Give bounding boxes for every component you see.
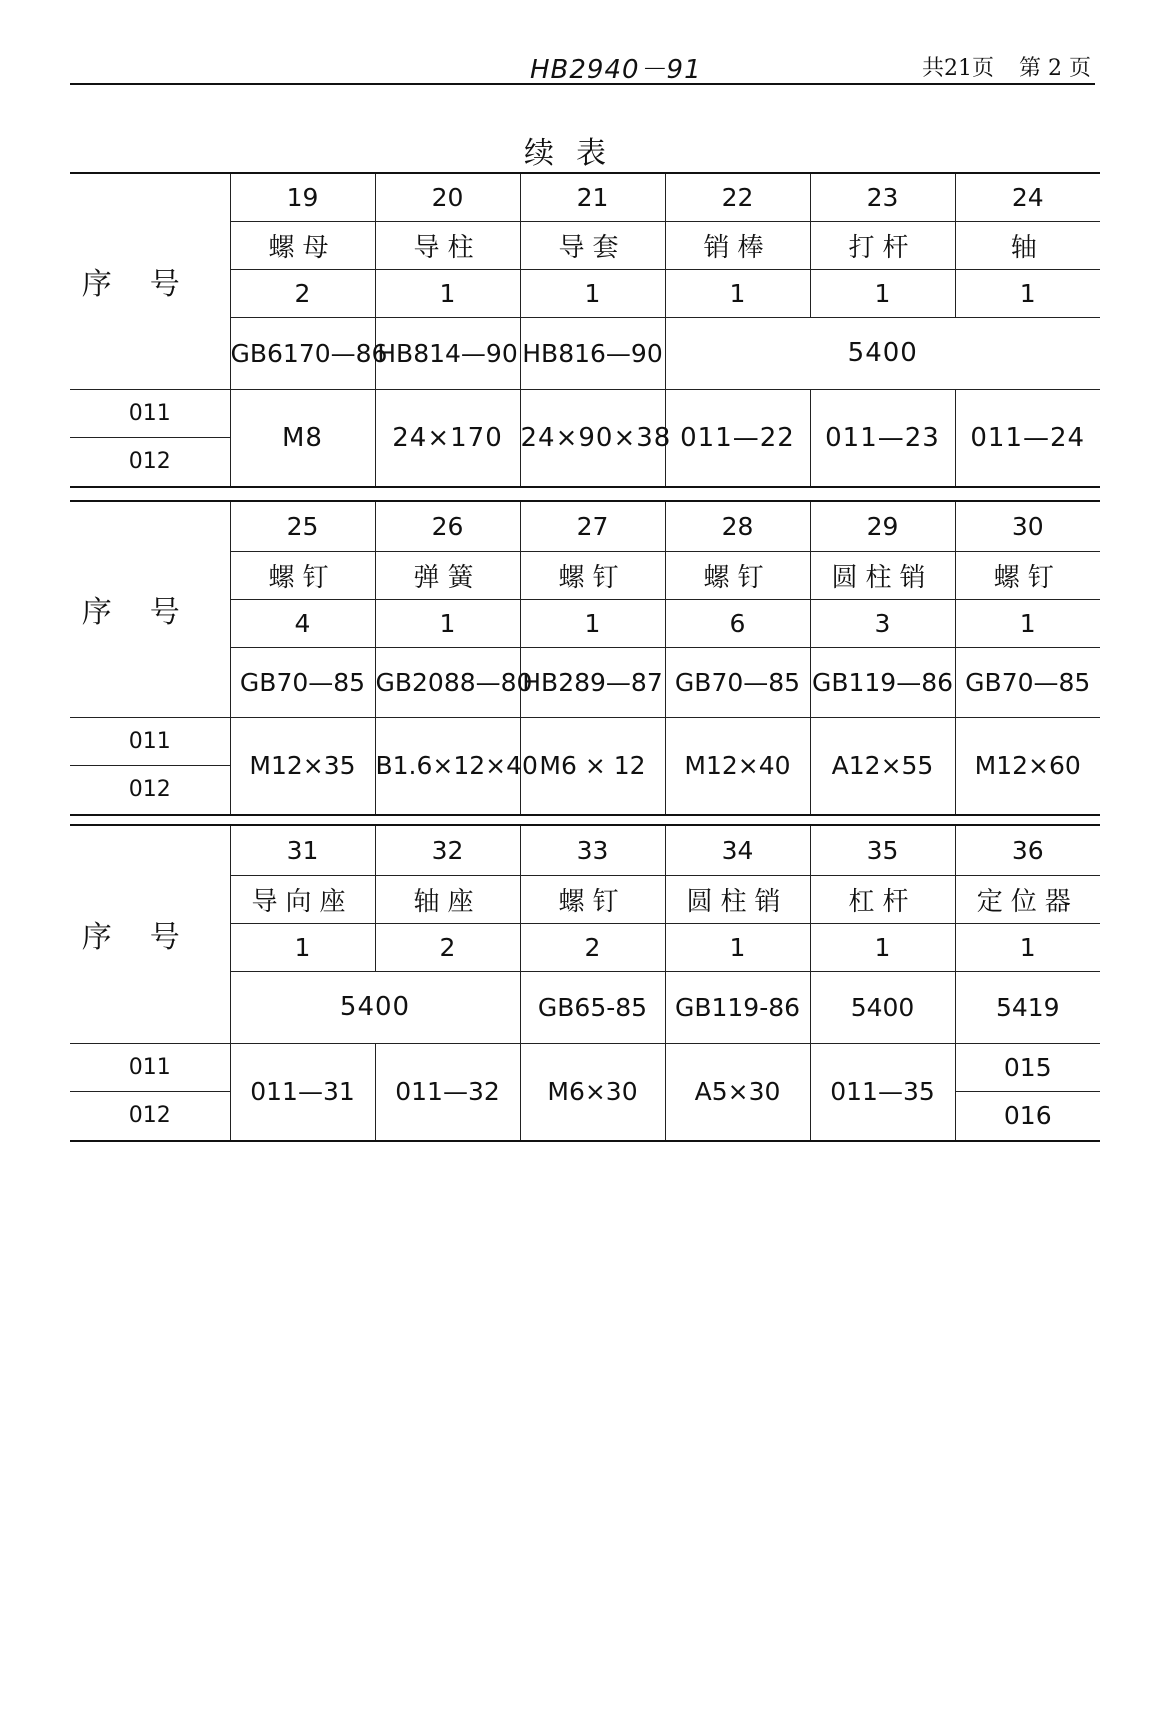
item-name: 轴 [955,221,1100,269]
item-standard-merged: 5400 [230,971,520,1043]
item-spec: A5×30 [665,1043,810,1141]
table-subtitle: 续表 [524,136,628,171]
item-qty: 1 [375,599,520,647]
item-number: 33 [520,825,665,875]
item-number: 29 [810,501,955,551]
item-number: 23 [810,173,955,221]
item-standard: GB2088—80 [375,647,520,717]
code-label-012: 012 [128,1103,171,1129]
item-name: 螺钉 [665,551,810,599]
total-pages: 共21页 [922,56,995,81]
item-spec-lower: 016 [1003,1101,1052,1131]
item-qty: 1 [520,269,665,317]
item-standard: HB289—87 [520,647,665,717]
item-number: 32 [375,825,520,875]
item-qty: 6 [665,599,810,647]
item-name: 轴座 [375,875,520,923]
item-qty: 2 [375,923,520,971]
item-name: 螺钉 [520,551,665,599]
item-qty: 1 [955,599,1100,647]
page-number: 第 2 页 [1019,56,1091,81]
item-name: 圆柱销 [665,875,810,923]
item-name: 导向座 [230,875,375,923]
row-label: 序号 [70,501,230,717]
item-qty: 1 [955,923,1100,971]
item-standard: GB65-85 [520,971,665,1043]
item-name: 杠杆 [810,875,955,923]
item-name: 定位器 [955,875,1100,923]
item-qty: 4 [230,599,375,647]
item-spec: B1.6×12×40 [375,717,520,815]
item-standard-merged: 5400 [665,317,1100,389]
item-name: 导套 [520,221,665,269]
item-number: 31 [230,825,375,875]
item-qty: 1 [375,269,520,317]
item-standard: 5419 [955,971,1100,1043]
item-number: 36 [955,825,1100,875]
row-label: 序号 [70,825,230,1043]
item-spec: 011—23 [810,389,955,487]
item-spec: M8 [230,389,375,487]
item-spec: M12×40 [665,717,810,815]
item-spec: M12×35 [230,717,375,815]
parts-table-block-1 [70,172,1100,488]
item-spec: 011—35 [810,1043,955,1141]
item-number: 34 [665,825,810,875]
item-standard: HB816—90 [520,317,665,389]
item-standard: GB119-86 [665,971,810,1043]
item-standard: GB70—85 [665,647,810,717]
item-spec: 011—31 [230,1043,375,1141]
item-standard: GB70—85 [230,647,375,717]
item-spec: M12×60 [955,717,1100,815]
code-label-011: 011 [70,718,230,767]
item-qty: 2 [230,269,375,317]
item-qty: 1 [665,923,810,971]
page-header [70,45,1095,85]
item-spec-split [955,1043,1100,1141]
item-name: 弹簧 [375,551,520,599]
item-number: 25 [230,501,375,551]
item-name: 螺母 [230,221,375,269]
item-qty: 1 [520,599,665,647]
item-standard: 5400 [810,971,955,1043]
code-label-012: 012 [128,449,171,475]
code-labels [70,389,230,487]
page-info [904,51,1091,82]
item-number: 28 [665,501,810,551]
item-spec: 24×90×38 [520,389,665,487]
code-label-011: 011 [70,390,230,439]
item-name: 销棒 [665,221,810,269]
item-number: 22 [665,173,810,221]
parts-table-block-2 [70,500,1100,816]
item-name: 螺钉 [520,875,665,923]
item-spec: 011—32 [375,1043,520,1141]
item-spec: A12×55 [810,717,955,815]
item-number: 19 [230,173,375,221]
parts-table-block-3 [70,824,1100,1142]
item-number: 30 [955,501,1100,551]
item-qty: 2 [520,923,665,971]
item-spec-upper: 015 [956,1044,1101,1093]
item-standard: HB814—90 [375,317,520,389]
item-spec: M6 × 12 [520,717,665,815]
item-standard: GB70—85 [955,647,1100,717]
code-label-011: 011 [70,1044,230,1093]
item-qty: 1 [810,923,955,971]
item-standard: GB119—86 [810,647,955,717]
item-name: 导柱 [375,221,520,269]
item-spec: M6×30 [520,1043,665,1141]
item-qty: 3 [810,599,955,647]
item-spec: 24×170 [375,389,520,487]
item-name: 打杆 [810,221,955,269]
item-spec: 011—22 [665,389,810,487]
item-name: 圆柱销 [810,551,955,599]
item-qty: 1 [230,923,375,971]
row-label: 序号 [70,173,230,389]
code-labels [70,717,230,815]
code-label-012: 012 [128,777,171,803]
item-number: 35 [810,825,955,875]
item-number: 20 [375,173,520,221]
item-qty: 1 [955,269,1100,317]
item-number: 27 [520,501,665,551]
doc-code: HB2940－91 [530,55,702,85]
item-standard: GB6170—86 [230,317,375,389]
item-name: 螺钉 [230,551,375,599]
item-number: 21 [520,173,665,221]
code-labels [70,1043,230,1141]
item-name: 螺钉 [955,551,1100,599]
item-qty: 1 [810,269,955,317]
item-spec: 011—24 [955,389,1100,487]
item-qty: 1 [665,269,810,317]
item-number: 26 [375,501,520,551]
item-number: 24 [955,173,1100,221]
